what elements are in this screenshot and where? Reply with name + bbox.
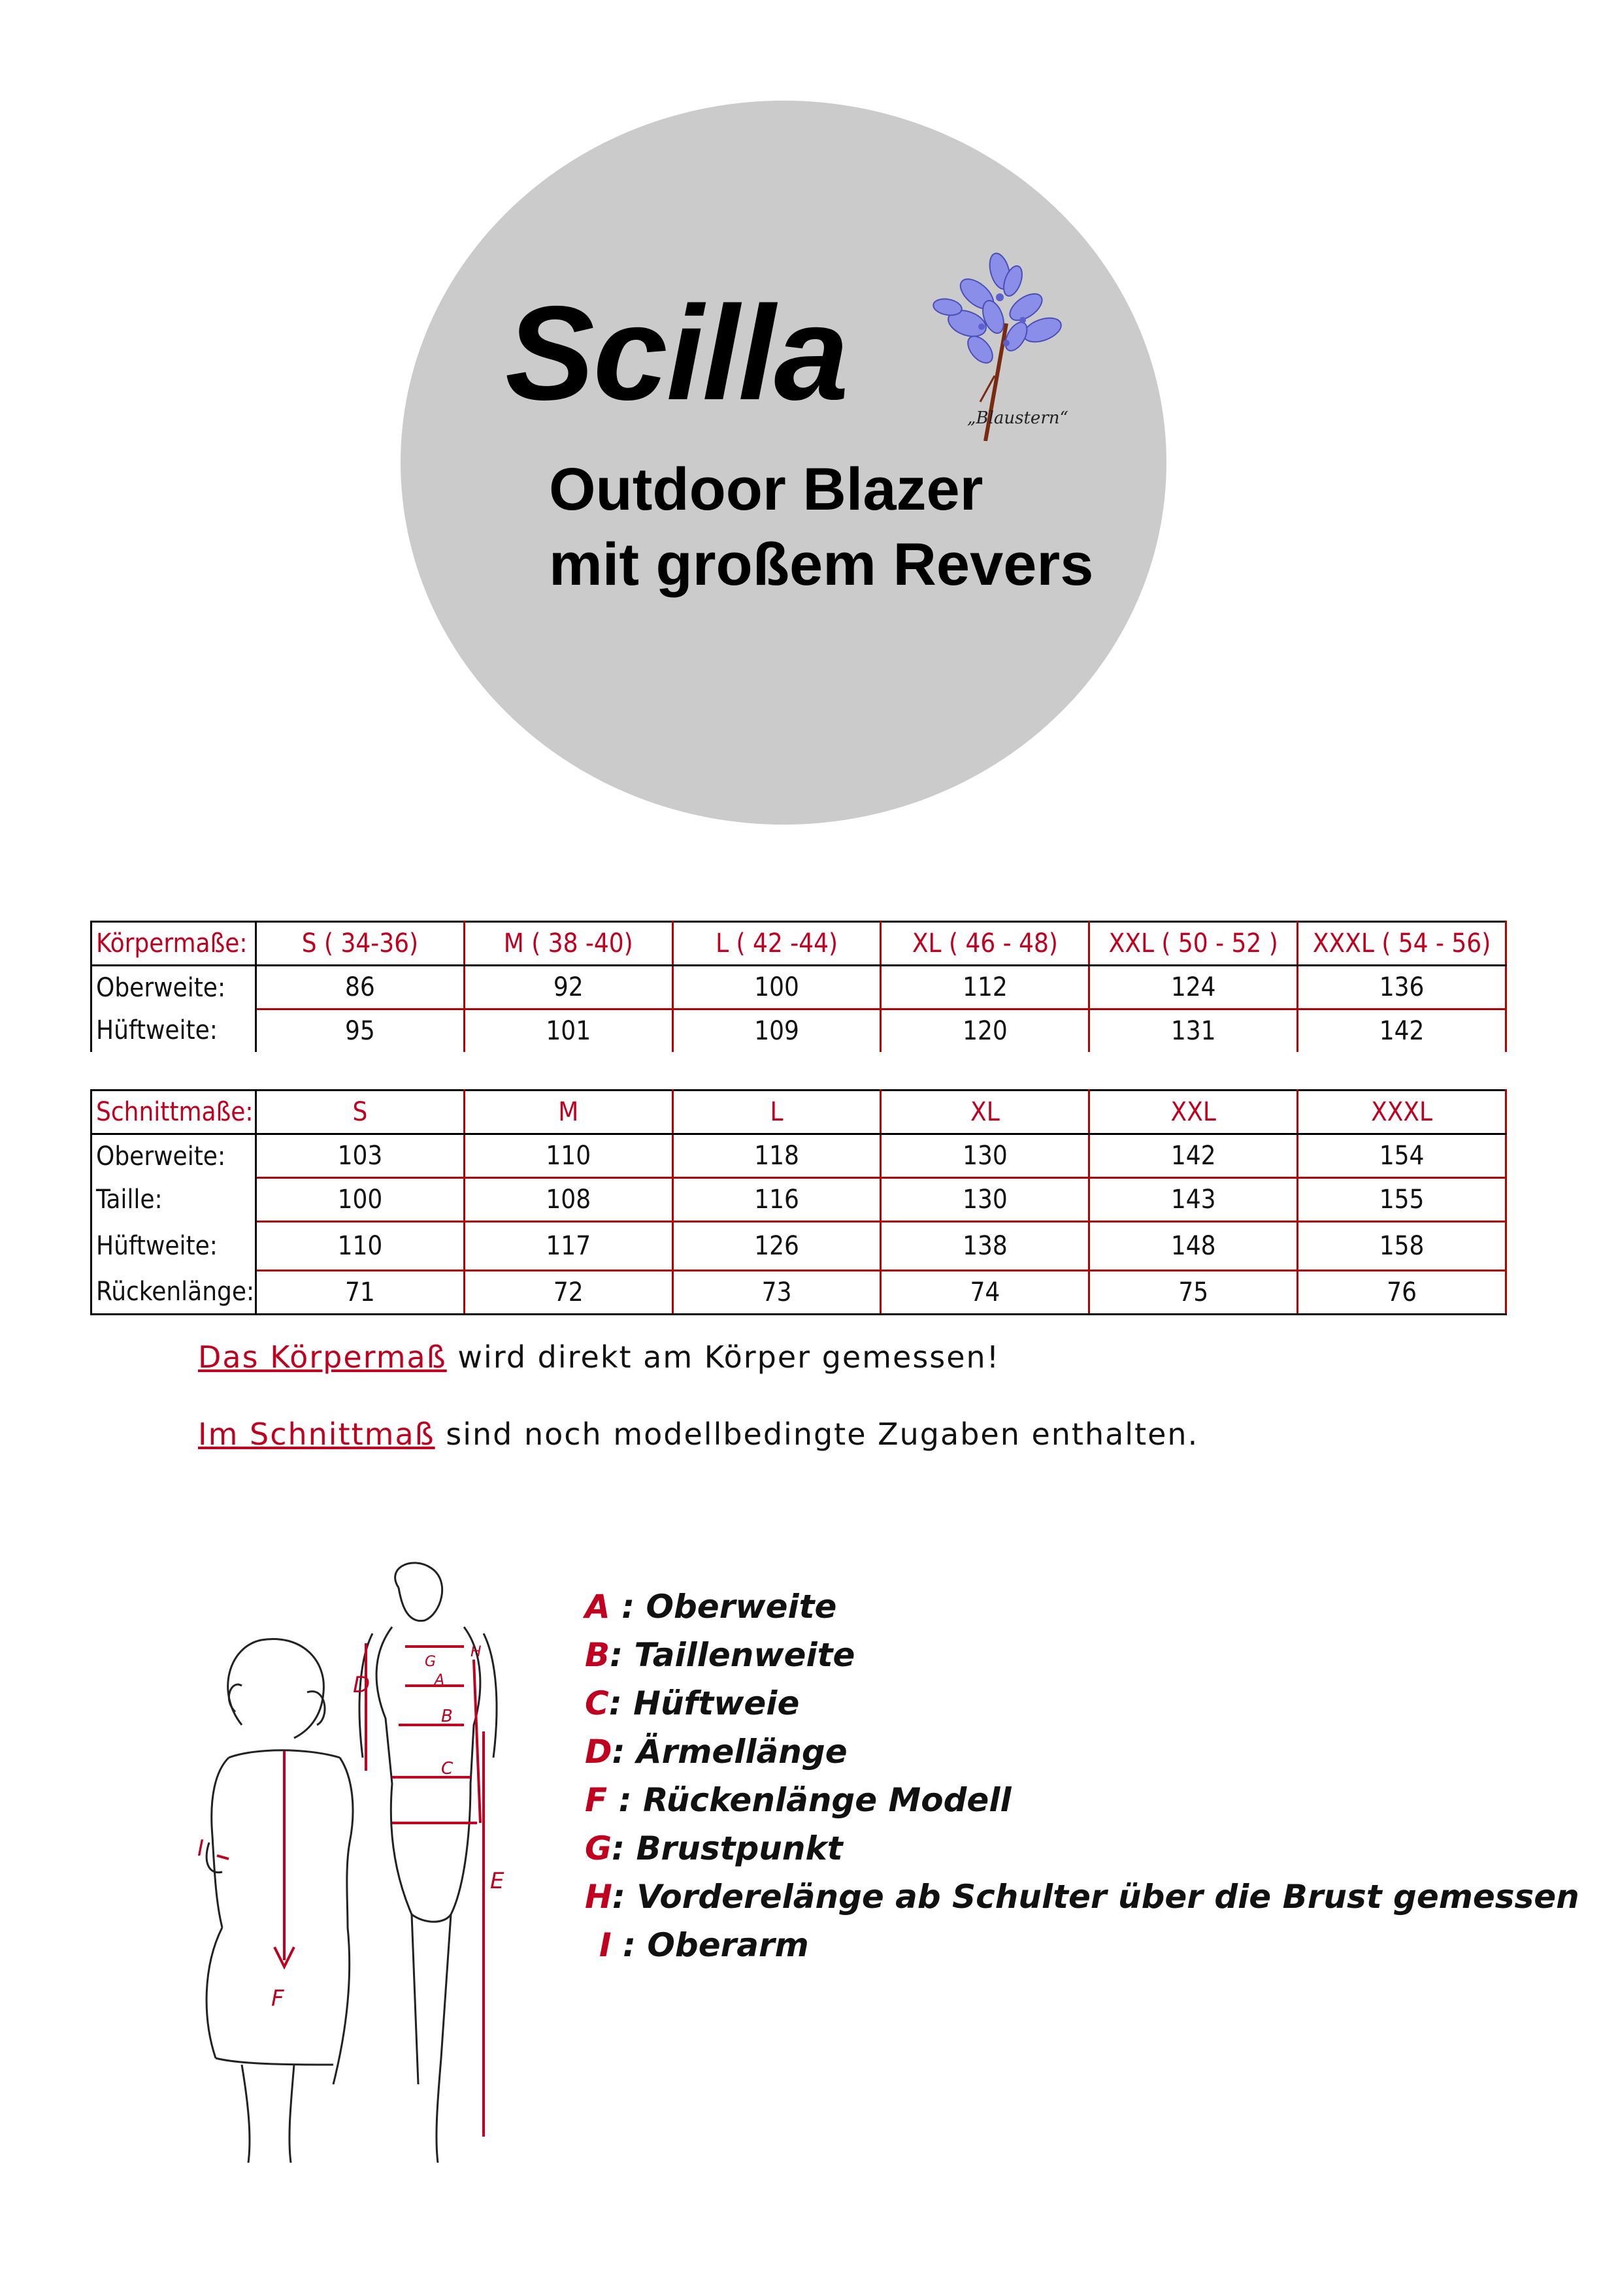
- legend-text: : Hüftweie: [608, 1684, 800, 1722]
- table-row: [91, 1178, 1506, 1222]
- size-label: XXXL ( 54 - 56): [1298, 922, 1506, 966]
- row-label: Oberweite:: [91, 1134, 256, 1178]
- table-cell: 136: [1298, 966, 1506, 1009]
- legend-text: : Oberarm: [611, 1926, 809, 1964]
- body-measurements-table: [90, 921, 1507, 1052]
- table-cell: 100: [256, 1178, 465, 1222]
- table-cell: 103: [256, 1134, 465, 1178]
- table-row: [91, 1222, 1506, 1271]
- row-label: Rückenlänge:: [91, 1271, 256, 1315]
- sketch-label-h: H: [471, 1644, 482, 1660]
- table-header-row: [91, 922, 1506, 966]
- table-cell: 117: [464, 1222, 672, 1271]
- legend-key: C: [585, 1684, 609, 1722]
- table-cell: 155: [1298, 1178, 1506, 1222]
- legend-key: H: [585, 1878, 612, 1916]
- size-label: M: [464, 1091, 672, 1134]
- note-text: wird direkt am Körper gemessen!: [446, 1339, 1000, 1375]
- sketch-label-g: G: [425, 1654, 437, 1670]
- legend-item: [585, 1873, 1579, 1921]
- size-label: L: [672, 1091, 881, 1134]
- legend-item: [585, 1583, 1579, 1631]
- sketch-label-a: A: [435, 1672, 445, 1688]
- table-cell: 101: [464, 1009, 672, 1053]
- legend-item: [585, 1631, 1579, 1679]
- table-cell: 110: [464, 1134, 672, 1178]
- table-cell: 71: [256, 1271, 465, 1315]
- note-text: sind noch modellbedingte Zugaben enthalten.: [435, 1417, 1199, 1452]
- legend-key: G: [585, 1829, 612, 1867]
- legend-key: I: [599, 1926, 612, 1964]
- table-cell: 109: [672, 1009, 881, 1053]
- row-label: Oberweite:: [91, 966, 256, 1009]
- table-header-label: Körpermaße:: [91, 922, 256, 966]
- table-row: [91, 1271, 1506, 1315]
- table-cell: 72: [464, 1271, 672, 1315]
- legend-item: [585, 1679, 1579, 1728]
- brand-title: Scilla: [505, 278, 848, 428]
- logo-caption: „Blaustern“: [967, 408, 1068, 428]
- sketch-label-f: F: [271, 1986, 284, 2012]
- table-cell: 131: [1089, 1009, 1298, 1053]
- legend-text: : Rückenlänge Modell: [607, 1781, 1012, 1819]
- legend-key: B: [585, 1636, 610, 1674]
- subtitle-line-1: Outdoor Blazer: [549, 456, 983, 523]
- table-cell: 86: [256, 966, 465, 1009]
- table-header-row: [91, 1091, 1506, 1134]
- legend-text: : Taillenweite: [610, 1636, 855, 1674]
- table-cell: 148: [1089, 1222, 1298, 1271]
- measurement-sketch: [176, 1562, 582, 2169]
- row-label: Taille:: [91, 1178, 256, 1222]
- table-cell: 74: [881, 1271, 1089, 1315]
- legend-text: : Oberweite: [610, 1588, 837, 1626]
- size-label: XXL ( 50 - 52 ): [1089, 922, 1298, 966]
- note-highlight: Im Schnittmaß: [198, 1417, 435, 1452]
- legend-item: [585, 1728, 1579, 1776]
- legend-item: [585, 1921, 1579, 1969]
- note-highlight: Das Körpermaß: [198, 1339, 447, 1375]
- size-label: S ( 34-36): [256, 922, 465, 966]
- table-cell: 116: [672, 1178, 881, 1222]
- table-cell: 142: [1298, 1009, 1506, 1053]
- legend-text: : Brustpunkt: [612, 1829, 843, 1867]
- measurement-legend: [585, 1583, 1579, 1969]
- note-pattern-measure: [198, 1417, 1198, 1452]
- size-label: XL: [881, 1091, 1089, 1134]
- table-cell: 100: [672, 966, 881, 1009]
- table-cell: 75: [1089, 1271, 1298, 1315]
- legend-item: [585, 1824, 1579, 1873]
- table-cell: 142: [1089, 1134, 1298, 1178]
- table-cell: 138: [881, 1222, 1089, 1271]
- table-cell: 124: [1089, 966, 1298, 1009]
- table-cell: 95: [256, 1009, 465, 1053]
- table-cell: 112: [881, 966, 1089, 1009]
- size-label: M ( 38 -40): [464, 922, 672, 966]
- size-label: XXL: [1089, 1091, 1298, 1134]
- legend-key: F: [585, 1781, 608, 1819]
- table-header-label: Schnittmaße:: [91, 1091, 256, 1134]
- sketch-label-i: I: [197, 1835, 205, 1861]
- note-body-measure: [198, 1339, 1000, 1375]
- table-cell: 76: [1298, 1271, 1506, 1315]
- row-label: Hüftweite:: [91, 1222, 256, 1271]
- legend-key: A: [585, 1588, 610, 1626]
- table-cell: 120: [881, 1009, 1089, 1053]
- table-cell: 73: [672, 1271, 881, 1315]
- size-label: XXXL: [1298, 1091, 1506, 1134]
- sketch-label-b: B: [441, 1707, 453, 1726]
- size-label: L ( 42 -44): [672, 922, 881, 966]
- size-label: S: [256, 1091, 465, 1134]
- sketch-label-e: E: [490, 1868, 504, 1894]
- legend-text: : Vorderelänge ab Schulter über die Brust gemessen: [612, 1878, 1579, 1916]
- legend-item: [585, 1776, 1579, 1824]
- product-subtitle: [549, 452, 1093, 602]
- row-label: Hüftweite:: [91, 1009, 256, 1053]
- table-row: [91, 1009, 1506, 1053]
- table-cell: 130: [881, 1178, 1089, 1222]
- table-cell: 130: [881, 1134, 1089, 1178]
- table-cell: 92: [464, 966, 672, 1009]
- legend-text: : Ärmellänge: [612, 1733, 848, 1771]
- size-label: XL ( 46 - 48): [881, 922, 1089, 966]
- table-cell: 110: [256, 1222, 465, 1271]
- sketch-label-c: C: [441, 1759, 454, 1779]
- table-cell: 108: [464, 1178, 672, 1222]
- subtitle-line-2: mit großem Revers: [549, 531, 1094, 598]
- table-row: [91, 1134, 1506, 1178]
- sketch-label-d: D: [353, 1672, 371, 1698]
- table-row: [91, 966, 1506, 1009]
- table-cell: 118: [672, 1134, 881, 1178]
- legend-key: D: [585, 1733, 612, 1771]
- table-cell: 143: [1089, 1178, 1298, 1222]
- table-cell: 154: [1298, 1134, 1506, 1178]
- table-cell: 126: [672, 1222, 881, 1271]
- table-cell: 158: [1298, 1222, 1506, 1271]
- pattern-measurements-table: [90, 1089, 1507, 1315]
